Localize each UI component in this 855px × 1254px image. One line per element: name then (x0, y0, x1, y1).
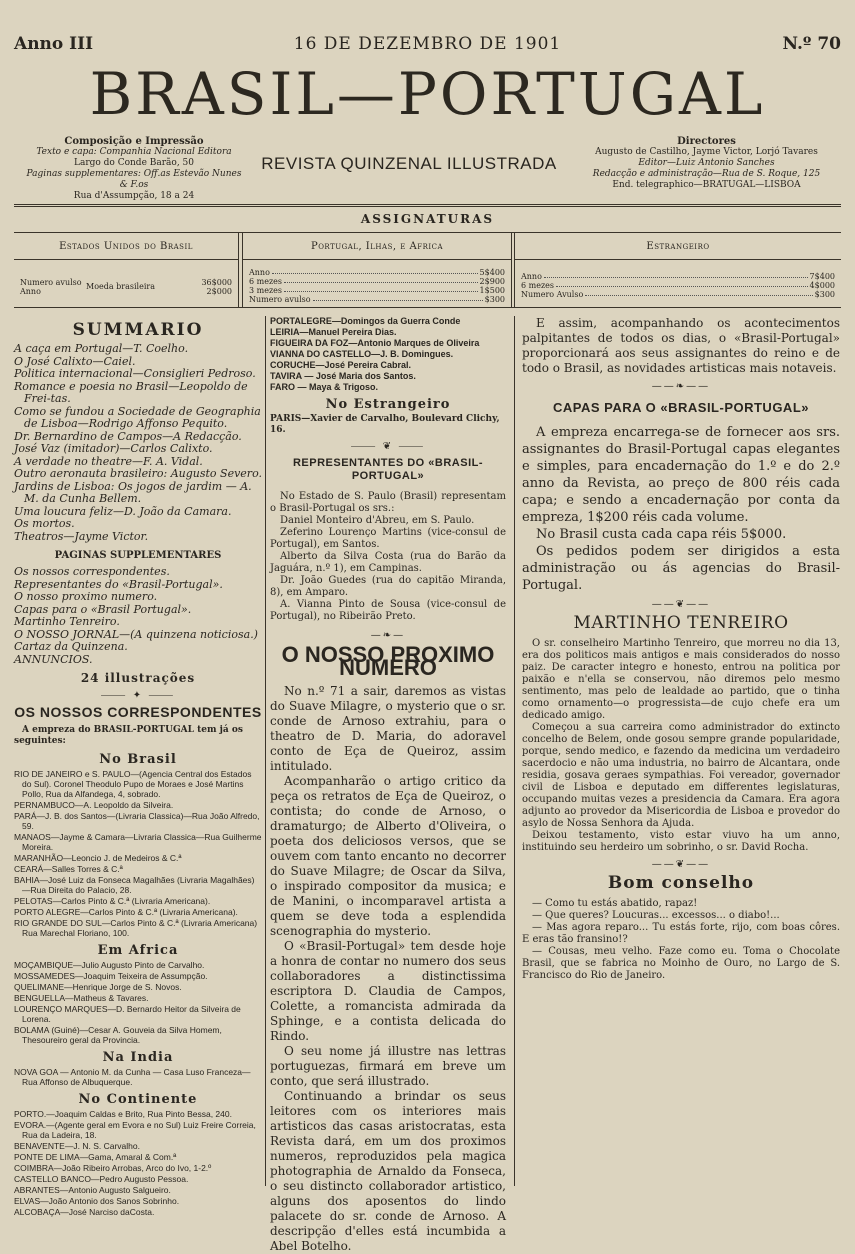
capas-title: CAPAS PARA O «BRASIL-PORTUGAL» (553, 400, 809, 415)
subs-head: Estrangeiro (515, 233, 841, 260)
subs-row (243, 277, 511, 286)
issue-number: N.º 70 (782, 34, 841, 54)
supp-item: ANNUNCIOS. (14, 652, 93, 666)
summary-item: Romance e poesia no Brasil—Leopoldo de Frei-tas. (14, 379, 248, 405)
summary-item: Politica internacional—Consiglieri Pedroso. (14, 367, 256, 380)
correspondent-entry: FIGUEIRA DA FOZ—Antonio Marques de Oliveira (270, 338, 480, 348)
column-rule (265, 316, 266, 1186)
correspondent-entry: LEIRIA—Manuel Pereira Dias. (270, 327, 397, 337)
directors-line: Redacção e administração—Rua de S. Roque, 125 (592, 169, 821, 179)
correspondents-title: OS NOSSOS CORRESPONDENTES (14, 704, 262, 720)
supp-item: O nosso proximo numero. (14, 590, 158, 603)
next-issue-paragraph: O seu nome já illustre nas lettras portuguezas, firmará em breve um conto, que será illustrado. (270, 1044, 506, 1088)
ornament: ⸻ ✦ ⸻ (100, 690, 176, 701)
directors-line: Augusto de Castilho, Jayme Victor, Lorjó Tavares (595, 147, 818, 157)
correspondent-entry: CASTELLO BANCO—Pedro Augusto Pessoa. (14, 1174, 189, 1184)
illus-count: 24 illustrações (80, 671, 196, 685)
correspondent-entry: MARANHÃO—Leoncio J. de Medeiros & C.ª (14, 853, 182, 863)
tenreiro-paragraph: Deixou testamento, visto estar viuvo ha um anno, instituindo seu herdeiro um sobrinho, o sr. David Rocha. (522, 830, 840, 853)
subs-price: 2$000 (206, 287, 232, 296)
correspondent-entry: CEARÁ—Salles Torres & C.ª (14, 864, 123, 874)
section-continente: No Continente (78, 1092, 198, 1107)
masthead: BRASIL—PORTUGAL (89, 60, 766, 128)
composition-line: Texto e capa: Companhia Nacional Editora (36, 147, 232, 157)
issue-line (14, 34, 841, 56)
subs-row (515, 272, 841, 281)
next-issue-paragraph: Continuando a brindar os seus leitores com os interiores mais artisticos das casas aristocratas, esta Revista dará, em um dos proximos numeros, reproduzidos pela magica photographia de Arnaldo da Fonseca, o seu distincto collaborador artistico, alguns dos aposentos do lindo palacete do sr. conde de Arnoso. A descripção d'elles está incumbida a Abel Botelho. (270, 1089, 506, 1253)
subs-label: Numero Avulso (521, 290, 584, 299)
correspondent-entry: BOLAMA (Guiné)—Cesar A. Gouveia da Silva Homem, Thesoureiro geral da Provincia. (14, 1025, 222, 1045)
correspondent-entry: ALCOBAÇA—José Narciso daCosta. (14, 1207, 155, 1217)
directors-title: Directores (677, 136, 736, 147)
correspondent-entry: FARO — Maya & Trigoso. (270, 382, 379, 392)
representatives-title: REPRESENTANTES DO «BRASIL-PORTUGAL» (292, 457, 484, 482)
correspondent-entry: PORTO ALEGRE—Carlos Pinto & C.ª (Livraria Americana). (14, 907, 238, 917)
composition-info (24, 136, 244, 202)
correspondent-entry: CORUCHE—José Pereira Cabral. (270, 360, 412, 370)
correspondent-entry: PONTE DE LIMA—Gama, Amaral & Com.ª (14, 1152, 177, 1162)
supp-item: Capas para o «Brasil Portugal». (14, 602, 192, 616)
supp-item: Martinho Tenreiro. (14, 615, 120, 628)
ornament: ——❦—— (651, 599, 711, 610)
composition-line: Largo do Conde Barão, 50 (73, 158, 194, 168)
conselho-line: — Como tu estás abatido, rapaz! (532, 898, 698, 909)
section-africa: Em Africa (97, 943, 179, 958)
assignaturas-title: ASSIGNATURAS (360, 212, 495, 226)
supp-title: PAGINAS SUPPLEMENTARES (54, 550, 222, 561)
subs-price: 2$900 (479, 277, 505, 286)
subs-price: 5$400 (479, 268, 505, 277)
representatives-intro: No Estado de S. Paulo (Brasil) representam o Brasil-Portugal os srs.: (270, 491, 506, 514)
next-issue-paragraph: Acompanharão o artigo critico da peça os retratos de Eça de Queiroz, o contista; do conde de Arnoso, o dramaturgo; de Alberto d'Oliveira, o poeta dos deliciosos versos, que se ouvem com tanto encanto no decorrer do Suave Milagre; de Oscar da Silva, o inspirado compositor da musica; e de Manini, o incomparavel artista a quem se deve toda a esplendida scenographia do mysterio. (270, 774, 506, 938)
summary-item: A caça em Portugal—T. Coelho. (14, 342, 189, 355)
representative-entry: Dr. João Guedes (rua do capitão Miranda, 8), em Amparo. (270, 575, 506, 598)
subs-label: 6 mezes (249, 277, 283, 286)
subs-price: 7$400 (809, 272, 835, 281)
correspondent-entry: LOURENÇO MARQUES—D. Bernardo Heitor da Silveira de Lorena. (14, 1004, 241, 1024)
section-brasil: No Brasil (99, 752, 177, 767)
summary-item: Theatros—Jayme Victor. (14, 529, 149, 543)
correspondent-entry: RIO GRANDE DO SUL—Carlos Pinto & C.ª (Livraria Americana) Rua Marechal Floriano, 100. (14, 918, 258, 938)
section-india: Na India (102, 1050, 174, 1065)
conselho-line: — Mas agora reparo... Tu estás forte, rijo, com boas côres. E eras tão fransino!? (522, 922, 840, 945)
tenreiro-paragraph: O sr. conselheiro Martinho Tenreiro, que morreu no dia 13, era dos politicos mais antigos e mais considerados do nosso paiz. De caracter integro e honesto, entrou na politica por paixão e n'ella se conservou, não diremos pelo mesmo sentimento, mas pelo de lealdade ao partido, que o tinha como ornamento—o progressista—de cujo chefe era um dedicado amigo. (522, 638, 840, 721)
summary-title: SUMMARIO (72, 320, 204, 340)
summary-item: Como se fundou a Sociedade de Geographia de Lisboa—Rodrigo Affonso Pequito. (14, 404, 261, 430)
correspondent-entry: QUELIMANE—Henrique Jorge de S. Novos. (14, 982, 182, 992)
supp-item: O NOSSO JORNAL—(A quinzena noticiosa.) (14, 627, 258, 641)
correspondent-entry: PORTO.—Joaquim Caldas e Brito, Rua Pinto Bessa, 240. (14, 1109, 232, 1119)
revista-subtitle: REVISTA QUINZENAL ILLUSTRADA (261, 154, 557, 173)
correspondent-entry: ELVAS—João Antonio dos Sanos Sobrinho. (14, 1196, 180, 1206)
subs-label: 3 mezes (249, 286, 283, 295)
directors-line: Editor—Luiz Antonio Sanches (638, 158, 775, 168)
column-2 (270, 316, 506, 1254)
tenreiro-title: MARTINHO TENREIRO (573, 613, 789, 633)
estrangeiro-entry: PARIS—Xavier de Carvalho, Boulevard Clichy, 16. (270, 414, 500, 435)
next-issue-paragraph: No n.º 71 a sair, daremos as vistas do Suave Milagre, o mysterio que o sr. conde de Arnoso extrahiu, para o theatro de D. Maria, do adoravel conto de Eça de Queiroz, assim intitulado. (270, 684, 506, 773)
directors-info (574, 136, 839, 191)
directors-line: End. telegraphico—BRATUGAL—LISBOA (612, 180, 801, 190)
subs-row (243, 286, 511, 295)
subs-label: 6 mezes (521, 281, 555, 290)
summary-item: Outro aeronauta brasileiro: Augusto Severo. (14, 467, 262, 480)
composition-line: Paginas supplementares: Off.as Estevão Nunes & F.os (26, 169, 242, 190)
subs-currency: Moeda brasileira (86, 282, 155, 291)
correspondent-entry: PELOTAS—Carlos Pinto & C.ª (Livraria Americana). (14, 896, 211, 906)
next-issue-paragraph: O «Brasil-Portugal» tem desde hoje a honra de contar no numero dos seus collaboradores a distinctissima escriptora D. Claudia de Campos, Colette, a romancista admirada da Sphinge, e a contista delicada do Rindo. (270, 939, 506, 1043)
subs-label: Anno (521, 272, 542, 281)
ornament: —❧— (370, 630, 406, 641)
summary-item: José Vaz (imitador)—Carlos Calixto. (14, 442, 213, 455)
correspondent-entry: PERNAMBUCO—A. Leopoldo da Silveira. (14, 800, 174, 810)
subs-row (243, 295, 511, 304)
subs-price: $300 (814, 290, 835, 299)
representative-entry: Zeferino Lourenço Martins (vice-consul de Portugal), em Santos. (270, 527, 506, 550)
subs-brasil (14, 233, 239, 307)
correspondent-entry: MOSSAMEDES—Joaquim Teixeira de Assumpção. (14, 971, 208, 981)
subs-price: $300 (484, 295, 505, 304)
subs-portugal (242, 233, 512, 307)
divider (14, 204, 841, 207)
capas-paragraph: Os pedidos podem ser dirigidos a esta administração ou ás agencias do Brasil-Portugal. (522, 544, 840, 593)
correspondent-entry: BAHIA—José Luiz da Fonseca Magalhães (Livraria Magalhães)—Rua Direita do Palacio, 28. (14, 875, 255, 895)
section-estrangeiro: No Estrangeiro (325, 397, 451, 412)
supp-item: Cartaz da Quinzena. (14, 640, 128, 653)
subs-head: Estados Unidos do Brasil (14, 233, 238, 260)
representative-entry: Alberto da Silva Costa (rua do Barão da Jaguára, n.º 1), em Campinas. (270, 551, 506, 574)
supp-item: Os nossos correspondentes. (14, 565, 170, 578)
correspondent-entry: EVORA.—(Agente geral em Evora e no Sul) Luiz Freire Correia, Rua da Ladeira, 18. (14, 1120, 256, 1140)
subs-label: Numero avulso (249, 295, 311, 304)
volume: Anno III (14, 34, 94, 54)
subs-price: 1$500 (479, 286, 505, 295)
composition-line: Rua d'Assumpção, 18 a 24 (73, 191, 195, 201)
subs-estrangeiro (514, 233, 841, 307)
correspondent-entry: BENGUELLA—Matheus & Tavares. (14, 993, 149, 1003)
subs-price: 36$000 (201, 278, 232, 287)
correspondent-entry: PARÁ—J. B. dos Santos—(Livraria Classica)—Rua João Alfredo, 59. (14, 811, 260, 831)
composition-title: Composição e Impressão (64, 136, 204, 147)
subscriptions-table (14, 232, 841, 308)
correspondent-entry: TAVIRA — José Maria dos Santos. (270, 371, 416, 381)
column-rule (514, 316, 515, 1186)
subs-label: Numero avulso (20, 278, 82, 287)
conselho-line: — Cousas, meu velho. Faze como eu. Toma o Chocolate Brasil, que se fabrica no Moinho de Ouro, no Largo de S. Francisco do Rio de Janeiro. (522, 946, 840, 981)
next-issue-title: O NOSSO PROXIMO NUMERO (281, 642, 495, 680)
summary-item: O José Calixto—Caiel. (14, 354, 136, 368)
correspondent-entry: MANAOS—Jayme & Camara—Livraria Classica—Rua Guilherme Moreira. (14, 832, 262, 852)
conselho-line: — Que queres? Loucuras... excessos... o diabo!... (532, 910, 780, 921)
subs-head: Portugal, Ilhas, e Africa (243, 233, 511, 260)
column-1 (14, 316, 262, 1218)
capas-paragraph: A empreza encarrega-se de fornecer aos srs. assignantes do Brasil-Portugal capas elegantes e simples, para encadernação do 1.º e do 2.º anno da Revista, ao preço de 800 réis cada capa; e sendo a encadernação por conta da empreza, 1$200 réis cada volume. (522, 425, 840, 525)
ornament: ⸻ ❦ ⸻ (350, 441, 426, 452)
supp-item: Representantes do «Brasil-Portugal». (14, 577, 223, 591)
capas-paragraph: No Brasil custa cada capa réis 5$000. (536, 527, 787, 542)
correspondent-entry: BENAVENTE—J. N. S. Carvalho. (14, 1141, 140, 1151)
issue-date: 16 DE DEZEMBRO DE 1901 (293, 34, 562, 54)
subhead (14, 136, 841, 201)
summary-item: Uma loucura feliz—D. João da Camara. (14, 504, 232, 518)
subs-row (515, 281, 841, 290)
representative-entry: Daniel Monteiro d'Abreu, em S. Paulo. (280, 515, 475, 526)
correspondent-entry: RIO DE JANEIRO e S. PAULO—(Agencia Central dos Estados do Sul). Coronel Theodulo Pupo de Moraes e José Martins Pollo, Rua da Alfandega, 4, sobrado. (14, 769, 252, 799)
correspondents-intro: A empreza do BRASIL-PORTUGAL tem já os seguintes: (14, 725, 243, 746)
intro-paragraph: E assim, acompanhando os acontecimentos palpitantes de todos os dias, o «Brasil-Portugal» proporcionará aos seus assignantes do reino e de todo o Brasil, as novidades artisticas mais notaveis. (522, 316, 840, 375)
summary-item: A verdade no theatre—F. A. Vidal. (14, 454, 203, 468)
representative-entry: A. Vianna Pinto de Sousa (vice-consul de Portugal), no Ribeirão Preto. (270, 599, 506, 622)
summary-item: Dr. Bernardino de Campos—A Redacção. (14, 429, 242, 443)
correspondent-entry: PORTALEGRE—Domingos da Guerra Conde (270, 316, 461, 326)
correspondent-entry: VIANNA DO CASTELLO—J. B. Domingues. (270, 349, 454, 359)
subs-row (243, 268, 511, 277)
column-3 (522, 316, 840, 982)
correspondent-entry: MOÇAMBIQUE—Julio Augusto Pinto de Carvalho. (14, 960, 205, 970)
ornament: ——❧—— (651, 381, 711, 392)
correspondent-entry: ABRANTES—Antonio Augusto Salgueiro. (14, 1185, 171, 1195)
tenreiro-paragraph: Começou a sua carreira como administrador do extincto concelho de Belem, onde gosou sempre grande popularidade, porque, sendo medico, e fazendo da medicina um verdadeiro sacerdocio e não uma industria, no bairro de Alcantara, onde residia, gosava geraes sympathias. Foi vereador, governador civil de Lisboa e deputado em differentes legislaturas, occupando muitas vezes a presidencia da Camara. Era agora adjunto ao provedor da Misericordia de Lisboa e provedor do asylo de Nossa Senhora da Ajuda. (522, 722, 840, 829)
subs-label: Anno (20, 287, 41, 296)
conselho-title: Bom conselho (607, 873, 755, 893)
subs-row (515, 290, 841, 299)
subs-label: Anno (249, 268, 270, 277)
correspondent-entry: NOVA GOA — Antonio M. da Cunha — Casa Luso Franceza—Rua Affonso de Albuquerque. (14, 1067, 251, 1087)
ornament: ——❦—— (651, 859, 711, 870)
subs-price: 4$000 (809, 281, 835, 290)
summary-item: Jardins de Lisboa: Os jogos de jardim — A. M. da Cunha Bellem. (14, 479, 252, 505)
correspondent-entry: COIMBRA—João Ribeiro Arrobas, Arco do Ivo, 1-2.º (14, 1163, 212, 1173)
summary-item: Os mortos. (14, 517, 75, 530)
